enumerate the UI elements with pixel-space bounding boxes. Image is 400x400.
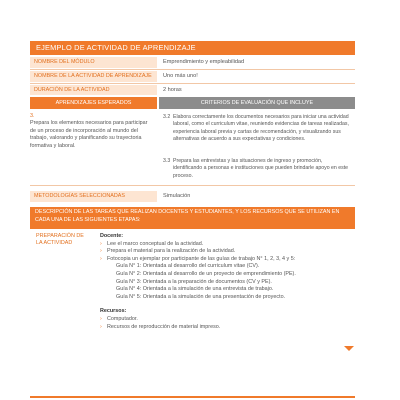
module-name-value: Emprendimiento y empleabilidad (159, 57, 355, 68)
divider (30, 83, 355, 84)
list-item: › Recursos de reproducción de material impreso. (100, 323, 221, 330)
learning-outcomes-header: APRENDIZAJES ESPERADOS (30, 97, 157, 109)
activity-title-bar (30, 41, 355, 55)
preparation-details (100, 233, 352, 331)
learning-outcome-number: 3. (30, 113, 35, 119)
duration-value: 2 horas (159, 85, 355, 95)
divider (30, 185, 355, 186)
evaluation-criteria-header: CRITERIOS DE EVALUACIÓN QUE INCLUYE (159, 97, 355, 109)
criterion-number: 3.2 (163, 114, 171, 120)
guide-item: Guía N° 2: Orientada al desarrollo de un proyecto de emprendimiento (PE). (116, 270, 296, 277)
continue-marker-icon (344, 346, 354, 351)
teacher-heading: Docente: (100, 233, 124, 239)
bottom-divider (30, 396, 355, 398)
chevron-right-icon: › (100, 323, 102, 330)
chevron-right-icon: › (100, 315, 102, 322)
guide-item: Guía N° 3: Orientada a la preparación de documentos (CV y PE). (116, 278, 272, 285)
resources-heading: Recursos: (100, 308, 127, 315)
list-item: › Computador. (100, 315, 138, 322)
chevron-right-icon: › (100, 248, 102, 255)
preparation-label: PREPARACIÓN DE LA ACTIVIDAD (36, 233, 84, 247)
guide-item: Guía N° 4: Orientada a la simulación de una entrevista de trabajo. (116, 286, 274, 293)
guide-item: Guía N° 1: Orientada al desarrollo del curriculum vitae (CV). (116, 263, 260, 270)
duration-label: DURACIÓN DE LA ACTIVIDAD (30, 85, 157, 95)
divider (30, 69, 355, 70)
chevron-right-icon: › (100, 240, 102, 247)
criterion-text: Prepara las entrevistas y las situaciones de ingreso y promoción, identificando a personas e instituciones que pueden brindarle apoyo en este proceso. (173, 158, 349, 179)
module-name-label: NOMBRE DEL MÓDULO (30, 57, 157, 68)
chevron-right-icon: › (100, 255, 102, 262)
methodology-label: METODOLOGÍAS SELECCIONADAS (30, 191, 157, 202)
activity-name-value: Uno más uno! (159, 71, 355, 82)
list-item: › Fotocopia un ejemplar por participante de las guías de trabajo N° 1, 2, 3, 4 y 5: (100, 255, 296, 262)
list-item: › Prepara el material para la realización de la actividad. (100, 248, 236, 255)
guide-item: Guía N° 5: Orientada a la simulación de una presentación de proyecto. (116, 293, 286, 300)
criterion-number: 3.3 (163, 158, 171, 164)
criterion-text: Elabora correctamente los documentos necesarios para iniciar una actividad laboral, como el curriculum vitae, reuniendo evidencias de tareas realizadas, experiencia laboral previa y cartas de recomendación, y visualizando sus alternativas de acuerdo a sus expectativas y condiciones. (173, 114, 349, 143)
activity-title: EJEMPLO DE ACTIVIDAD DE APRENDIZAJE (36, 43, 196, 52)
activity-name-label: NOMBRE DE LA ACTIVIDAD DE APRENDIZAJE (30, 71, 157, 82)
learning-outcome-text: Prepara los elementos necesarios para participar de un proceso de incorporación al mundo del trabajo, valorando y planificando su trayectoria formativa y laboral. (30, 120, 148, 149)
methodology-value: Simulación (159, 191, 355, 202)
tasks-description-bar: DESCRIPCIÓN DE LAS TAREAS QUE REALIZAN DOCENTES Y ESTUDIANTES, Y LOS RECURSOS QUE SE UTILIZAN EN CADA UNA DE LAS SIGUIENTES ETAPAS: (30, 207, 355, 229)
list-item: › Lee el marco conceptual de la actividad. (100, 240, 204, 247)
